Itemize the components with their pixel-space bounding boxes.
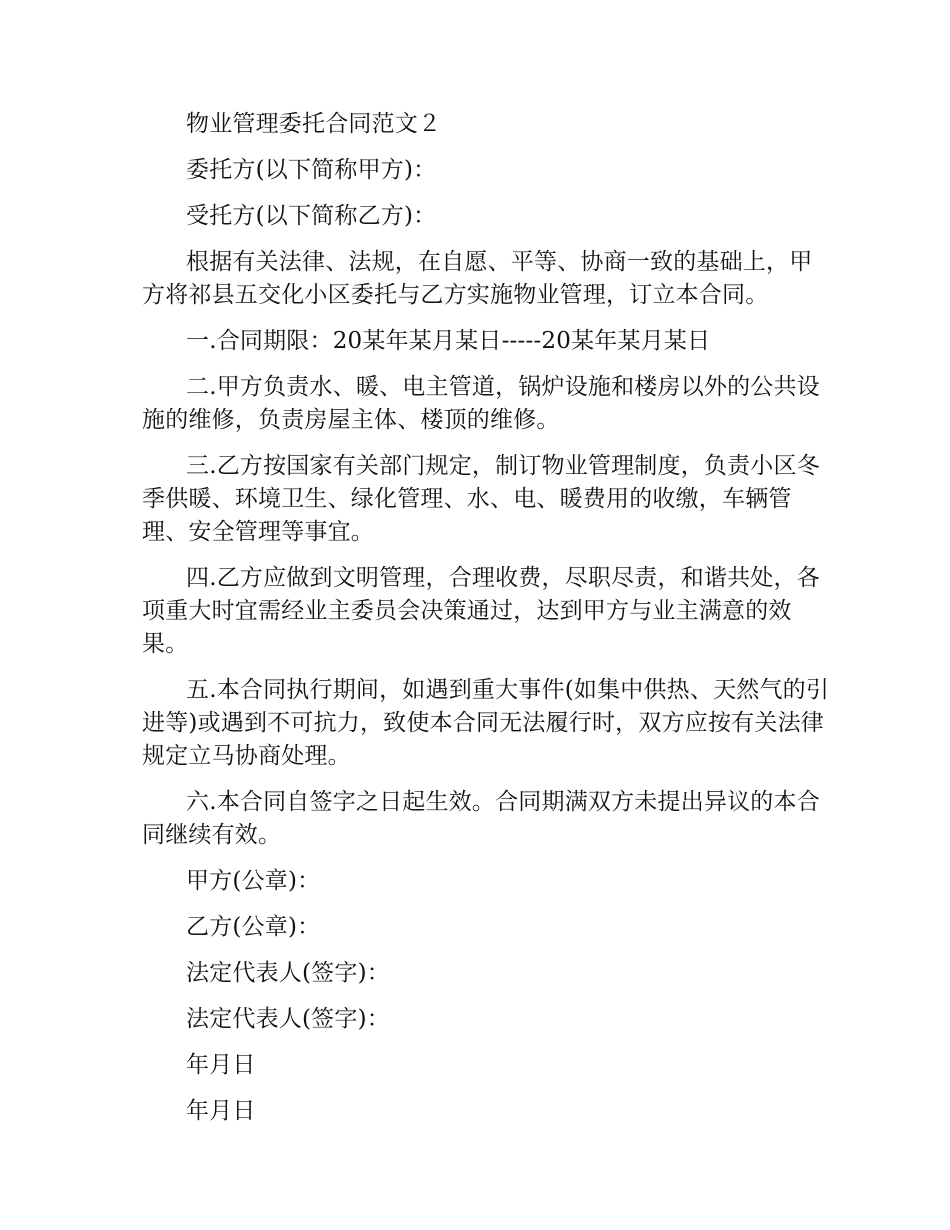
clause-management: 四.乙方应做到文明管理，合理收费，尽职尽责，和谐共处，各项重大时宜需经业主委员会决策通过，达到甲方与业主满意的效果。 xyxy=(142,565,820,657)
date-b-line: 年月日 xyxy=(186,1098,256,1124)
preamble-paragraph: 根据有关法律、法规，在自愿、平等、协商一致的基础上，甲方将祁县五交化小区委托与乙方实施物业管理，订立本合同。 xyxy=(142,249,813,308)
document-body xyxy=(142,108,832,1141)
document-title: 物业管理委托合同范文２ xyxy=(186,111,442,137)
clause-force-majeure: 五.本合同执行期间，如遇到重大事件(如集中供热、天然气的引进等)或遇到不可抗力，致使本合同无法履行时，双方应按有关法律规定立马协商处理。 xyxy=(142,677,830,769)
clause-term: 一.合同期限：20某年某月某日-----20某年某月某日 xyxy=(186,328,711,354)
date-a-line: 年月日 xyxy=(186,1052,256,1078)
party-a-seal-line: 甲方(公章)： xyxy=(186,868,321,894)
rep-b-signature-line: 法定代表人(签字)： xyxy=(186,1006,390,1032)
clause-effective: 六.本合同自签字之日起生效。合同期满双方未提出异议的本合同继续有效。 xyxy=(142,789,820,848)
clause-party-b-duties: 三.乙方按国家有关部门规定，制订物业管理制度，负责小区冬季供暖、环境卫生、绿化管理、水、电、暖费用的收缴，车辆管理、安全管理等事宜。 xyxy=(142,453,820,545)
party-a-line: 委托方(以下简称甲方)： xyxy=(186,157,437,183)
rep-a-signature-line: 法定代表人(签字)： xyxy=(186,960,390,986)
party-b-seal-line: 乙方(公章)： xyxy=(186,914,321,940)
party-b-line: 受托方(以下简称乙方)： xyxy=(186,203,437,229)
clause-party-a-duties: 二.甲方负责水、暖、电主管道，锅炉设施和楼房以外的公共设施的维修，负责房屋主体、楼顶的维修。 xyxy=(142,374,820,433)
